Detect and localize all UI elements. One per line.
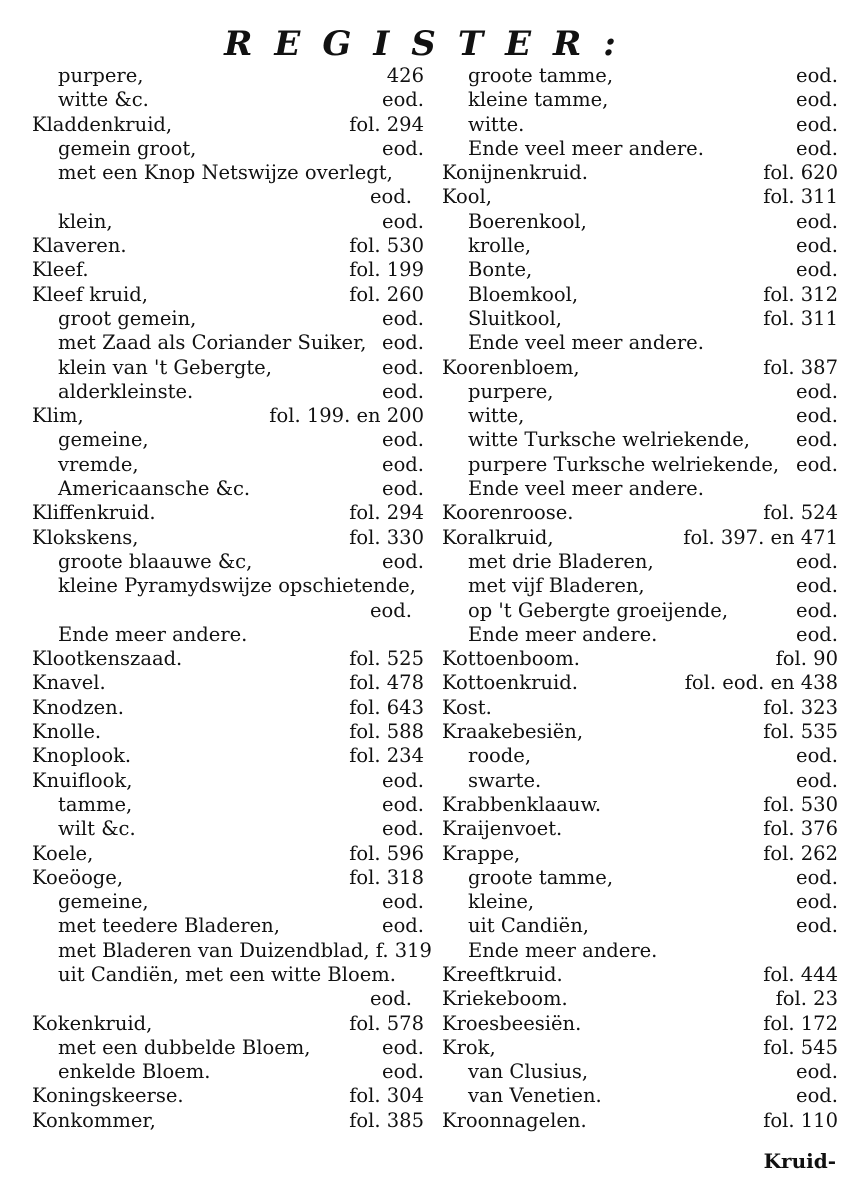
entry-term: Americaansche &c. [58,477,251,501]
entry-term: roode, [468,744,532,768]
register-entry [32,842,424,866]
entry-folio: fol. 318 [349,865,424,889]
entry-folio: eod. [382,136,424,160]
entry-folio: eod. [382,768,424,792]
entry-term: uit Candiën, met een witte Bloem. [58,962,396,986]
entry-folio: eod. [796,1060,838,1084]
register-entry [442,599,838,623]
entry-folio: eod. [382,88,424,112]
entry-term: Koorenroose. [442,501,574,525]
entry-folio: eod. [796,234,838,258]
register-entry [442,356,838,380]
entry-folio: eod. [382,379,424,403]
entry-term: purpere, [58,64,144,87]
register-entry [32,574,424,598]
entry-term: witte. [468,112,525,136]
register-entry [32,1060,424,1084]
register-entry [442,842,838,866]
entry-folio: fol. 234 [349,744,424,768]
entry-term: met Zaad als Coriander Suiker, [58,331,367,355]
entry-folio: fol. 172 [763,1011,838,1035]
register-entry [32,428,424,452]
register-entry [32,137,424,161]
register-entry [32,793,424,817]
entry-folio: fol. 199 [349,258,424,282]
register-entry [32,720,424,744]
register-entry [442,88,838,112]
entry-term: wilt &c. [58,817,136,841]
register-entry [442,1084,838,1108]
entry-term: Knolle. [32,720,102,744]
register-entry [442,720,838,744]
entry-term: Koeöoge, [32,865,124,889]
entry-folio: fol. 387 [763,355,838,379]
entry-folio: eod. [382,209,424,233]
entry-folio: fol. 444 [763,962,838,986]
register-entry [32,1036,424,1060]
entry-term: groot gemein, [58,306,197,330]
register-entry [32,963,424,987]
entry-term: klein van 't Gebergte, [58,355,272,379]
entry-term: swarte. [468,768,542,792]
entry-term: op 't Gebergte groeijende, [468,598,729,622]
entry-folio: eod. [382,817,424,841]
register-entry [32,185,424,209]
register-entry [32,356,424,380]
entry-term: kleine tamme, [468,88,609,112]
register-entry [32,599,424,623]
entry-term: met drie Bladeren, [468,549,654,573]
entry-term: met vijf Bladeren, [468,574,645,598]
entry-term: vremde, [58,452,139,476]
register-entry [32,64,424,88]
register-entry [442,866,838,890]
register-entry [32,817,424,841]
register-entry [442,477,838,501]
entry-term: Ende veel meer andere. [468,136,704,160]
register-entry [32,1109,424,1133]
register-entry [442,939,838,963]
entry-folio: eod. [796,64,838,87]
entry-folio: eod. [382,306,424,330]
entry-term: met een Knop Netswijze overlegt, [58,161,393,185]
entry-term: Klokskens, [32,525,139,549]
register-entry [32,744,424,768]
register-entry [32,1084,424,1108]
register-entry [442,64,838,88]
entry-term: Koele, [32,841,94,865]
entry-term: van Venetien. [468,1084,602,1108]
entry-term: Knavel. [32,671,106,695]
register-entry [442,161,838,185]
register-entry [442,963,838,987]
entry-folio: fol. 588 [349,720,424,744]
entry-term: Kost. [442,695,492,719]
entry-folio: eod. [382,890,424,914]
register-entry [442,380,838,404]
entry-folio: 426 [386,64,424,87]
entry-term: Bonte, [468,258,533,282]
entry-folio: eod. [382,355,424,379]
entry-folio: eod. [796,136,838,160]
entry-term: groote blaauwe &c, [58,549,253,573]
entry-term: purpere Turksche welriekende, [468,452,780,476]
register-entry [442,258,838,282]
register-entry [442,331,838,355]
entry-term: Ende veel meer andere. [468,477,704,501]
entry-folio: fol. 330 [349,525,424,549]
register-entry [442,1109,838,1133]
entry-folio: fol. 312 [763,282,838,306]
register-entry [32,1012,424,1036]
entry-folio: fol. 530 [763,792,838,816]
register-entry [442,210,838,234]
entry-folio: eod. [796,598,838,622]
register-entry [442,696,838,720]
entry-term: groote tamme, [468,865,614,889]
register-entry [32,696,424,720]
register-entry [442,185,838,209]
entry-term: Ende meer andere. [58,622,248,646]
entry-folio: fol. 385 [349,1108,424,1132]
entry-term: Bloemkool, [468,282,579,306]
entry-term: met teedere Bladeren, [58,914,280,938]
register-entry [32,866,424,890]
entry-term: gemeine, [58,428,149,452]
entry-term: Krok, [442,1035,496,1059]
register-entry [32,234,424,258]
register-entry [442,234,838,258]
entry-folio: eod. [796,1084,838,1108]
register-entry [32,890,424,914]
entry-term: Boerenkool, [468,209,587,233]
register-entry [442,550,838,574]
catchword: Kruid- [763,1149,836,1173]
entry-term: Kliffenkruid. [32,501,156,525]
register-entry [442,671,838,695]
entry-term: met een dubbelde Bloem, [58,1035,311,1059]
register-entry [32,501,424,525]
entry-folio: eod. [382,1035,424,1059]
register-entry [32,987,424,1011]
entry-folio: fol. 397. en 471 [683,525,838,549]
entry-term: met Bladeren van Duizendblad, f. 319 [58,938,432,962]
register-entry [442,574,838,598]
register-entry [442,987,838,1011]
entry-folio: eod. [370,598,412,622]
register-entry [442,113,838,137]
entry-folio: fol. eod. en 438 [684,671,838,695]
register-entry [442,453,838,477]
register-entry [442,890,838,914]
entry-folio: eod. [796,88,838,112]
entry-folio: eod. [382,452,424,476]
entry-folio: eod. [796,428,838,452]
entry-folio: eod. [382,1060,424,1084]
entry-folio: eod. [796,452,838,476]
entry-folio: eod. [796,209,838,233]
entry-term: Kladdenkruid, [32,112,173,136]
entry-term: witte, [468,404,525,428]
entry-folio: fol. 643 [349,695,424,719]
entry-term: Kool, [442,185,492,209]
register-entry [442,428,838,452]
entry-folio: fol. 311 [763,306,838,330]
entry-term: van Clusius, [468,1060,589,1084]
entry-term: kleine Pyramydswijze opschietende, [58,574,416,598]
entry-folio: fol. 304 [349,1084,424,1108]
entry-term: Koningskeerse. [32,1084,184,1108]
register-entry [442,1012,838,1036]
entry-term: groote tamme, [468,64,614,87]
entry-term: Krabbenklaauw. [442,792,602,816]
register-entry [442,501,838,525]
entry-folio: fol. 311 [763,185,838,209]
register-entry [32,161,424,185]
register-entry [442,623,838,647]
entry-folio: fol. 23 [775,987,838,1011]
entry-folio: eod. [370,987,412,1011]
entry-folio: eod. [796,112,838,136]
entry-term: kleine, [468,890,535,914]
entry-folio: fol. 525 [349,647,424,671]
entry-folio: fol. 535 [763,720,838,744]
entry-term: Kleef kruid, [32,282,148,306]
entry-term: Konkommer, [32,1108,156,1132]
entry-folio: fol. 323 [763,695,838,719]
entry-folio: eod. [796,890,838,914]
entry-folio: fol. 376 [763,817,838,841]
entry-folio: fol. 90 [775,647,838,671]
entry-term: Koorenbloem, [442,355,580,379]
entry-term: Kottoenkruid. [442,671,578,695]
entry-folio: eod. [796,865,838,889]
entry-folio: eod. [796,379,838,403]
entry-folio: eod. [382,331,424,355]
entry-term: witte Turksche welriekende, [468,428,750,452]
entry-folio: eod. [382,792,424,816]
page-title: REGISTER: [224,24,638,64]
register-entry [442,404,838,428]
register-entry [442,526,838,550]
entry-term: Knoplook. [32,744,132,768]
register-entry [32,404,424,428]
entry-folio: eod. [382,914,424,938]
entry-term: uit Candiën, [468,914,589,938]
entry-folio: fol. 478 [349,671,424,695]
register-entry [442,137,838,161]
entry-folio: eod. [796,258,838,282]
register-entry [32,914,424,938]
register-entry [32,938,432,963]
entry-folio: fol. 620 [763,161,838,185]
entry-folio: fol. 596 [349,841,424,865]
entry-folio: fol. 260 [349,282,424,306]
register-entry [32,380,424,404]
register-entry [32,769,424,793]
entry-term: klein, [58,209,113,233]
entry-term: Knodzen. [32,695,124,719]
entry-term: Koralkruid, [442,525,554,549]
entry-term: Kokenkruid, [32,1011,153,1035]
register-entry [32,88,424,112]
entry-folio: fol. 262 [763,841,838,865]
entry-term: tamme, [58,792,133,816]
entry-term: Kraijenvoet. [442,817,563,841]
entry-term: krolle, [468,234,532,258]
register-entry [32,307,424,331]
entry-folio: eod. [796,622,838,646]
register-entry [442,744,838,768]
entry-folio: eod. [796,549,838,573]
entry-term: Konijnenkruid. [442,161,588,185]
entry-folio: eod. [796,914,838,938]
register-entry [442,769,838,793]
entry-folio: eod. [796,574,838,598]
register-entry [442,1060,838,1084]
entry-folio: fol. 294 [349,112,424,136]
register-entry [32,258,424,282]
register-entry [32,550,424,574]
register-entry [442,647,838,671]
register-entry [442,914,838,938]
entry-folio: eod. [382,477,424,501]
entry-term: Ende veel meer andere. [468,331,704,355]
entry-term: Klim, [32,404,84,428]
entry-term: alderkleinste. [58,379,194,403]
entry-term: Ende meer andere. [468,938,658,962]
entry-term: Kottoenboom. [442,647,580,671]
entry-term: Ende meer andere. [468,622,658,646]
entry-folio: eod. [796,744,838,768]
entry-term: Kraakebesiën, [442,720,584,744]
entry-folio: fol. 524 [763,501,838,525]
register-entry [442,307,838,331]
entry-folio: fol. 545 [763,1035,838,1059]
register-entry [32,113,424,137]
register-entry [442,817,838,841]
entry-term: gemein groot, [58,136,197,160]
entry-term: gemeine, [58,890,149,914]
entry-folio: fol. 578 [349,1011,424,1035]
register-entry [442,283,838,307]
left-column [32,64,432,1133]
entry-folio: eod. [796,768,838,792]
entry-folio: fol. 199. en 200 [269,404,424,428]
entry-term: purpere, [468,379,554,403]
entry-term: Sluitkool, [468,306,562,330]
register-entry [32,331,424,355]
register-entry [442,1036,838,1060]
entry-term: Krappe, [442,841,521,865]
entry-term: Kroonnagelen. [442,1108,587,1132]
entry-term: Kreeftkruid. [442,962,563,986]
entry-folio: eod. [370,185,412,209]
register-entry [442,793,838,817]
entry-folio: fol. 530 [349,234,424,258]
entry-folio: eod. [382,428,424,452]
register-entry [32,210,424,234]
register-entry [32,647,424,671]
entry-term: enkelde Bloem. [58,1060,211,1084]
entry-term: Kriekeboom. [442,987,568,1011]
register-entry [32,477,424,501]
entry-term: Kroesbeesiën. [442,1011,582,1035]
register-entry [32,671,424,695]
right-column [442,64,838,1133]
entry-term: Klaveren. [32,234,127,258]
register-entry [32,283,424,307]
entry-folio: fol. 294 [349,501,424,525]
entry-term: Klootkenszaad. [32,647,183,671]
register-entry [32,526,424,550]
register-entry [32,453,424,477]
entry-folio: eod. [796,404,838,428]
entry-folio: fol. 110 [763,1108,838,1132]
entry-folio: eod. [382,549,424,573]
entry-term: Knuiflook, [32,768,133,792]
entry-term: witte &c. [58,88,149,112]
entry-term: Kleef. [32,258,89,282]
register-entry [32,623,424,647]
